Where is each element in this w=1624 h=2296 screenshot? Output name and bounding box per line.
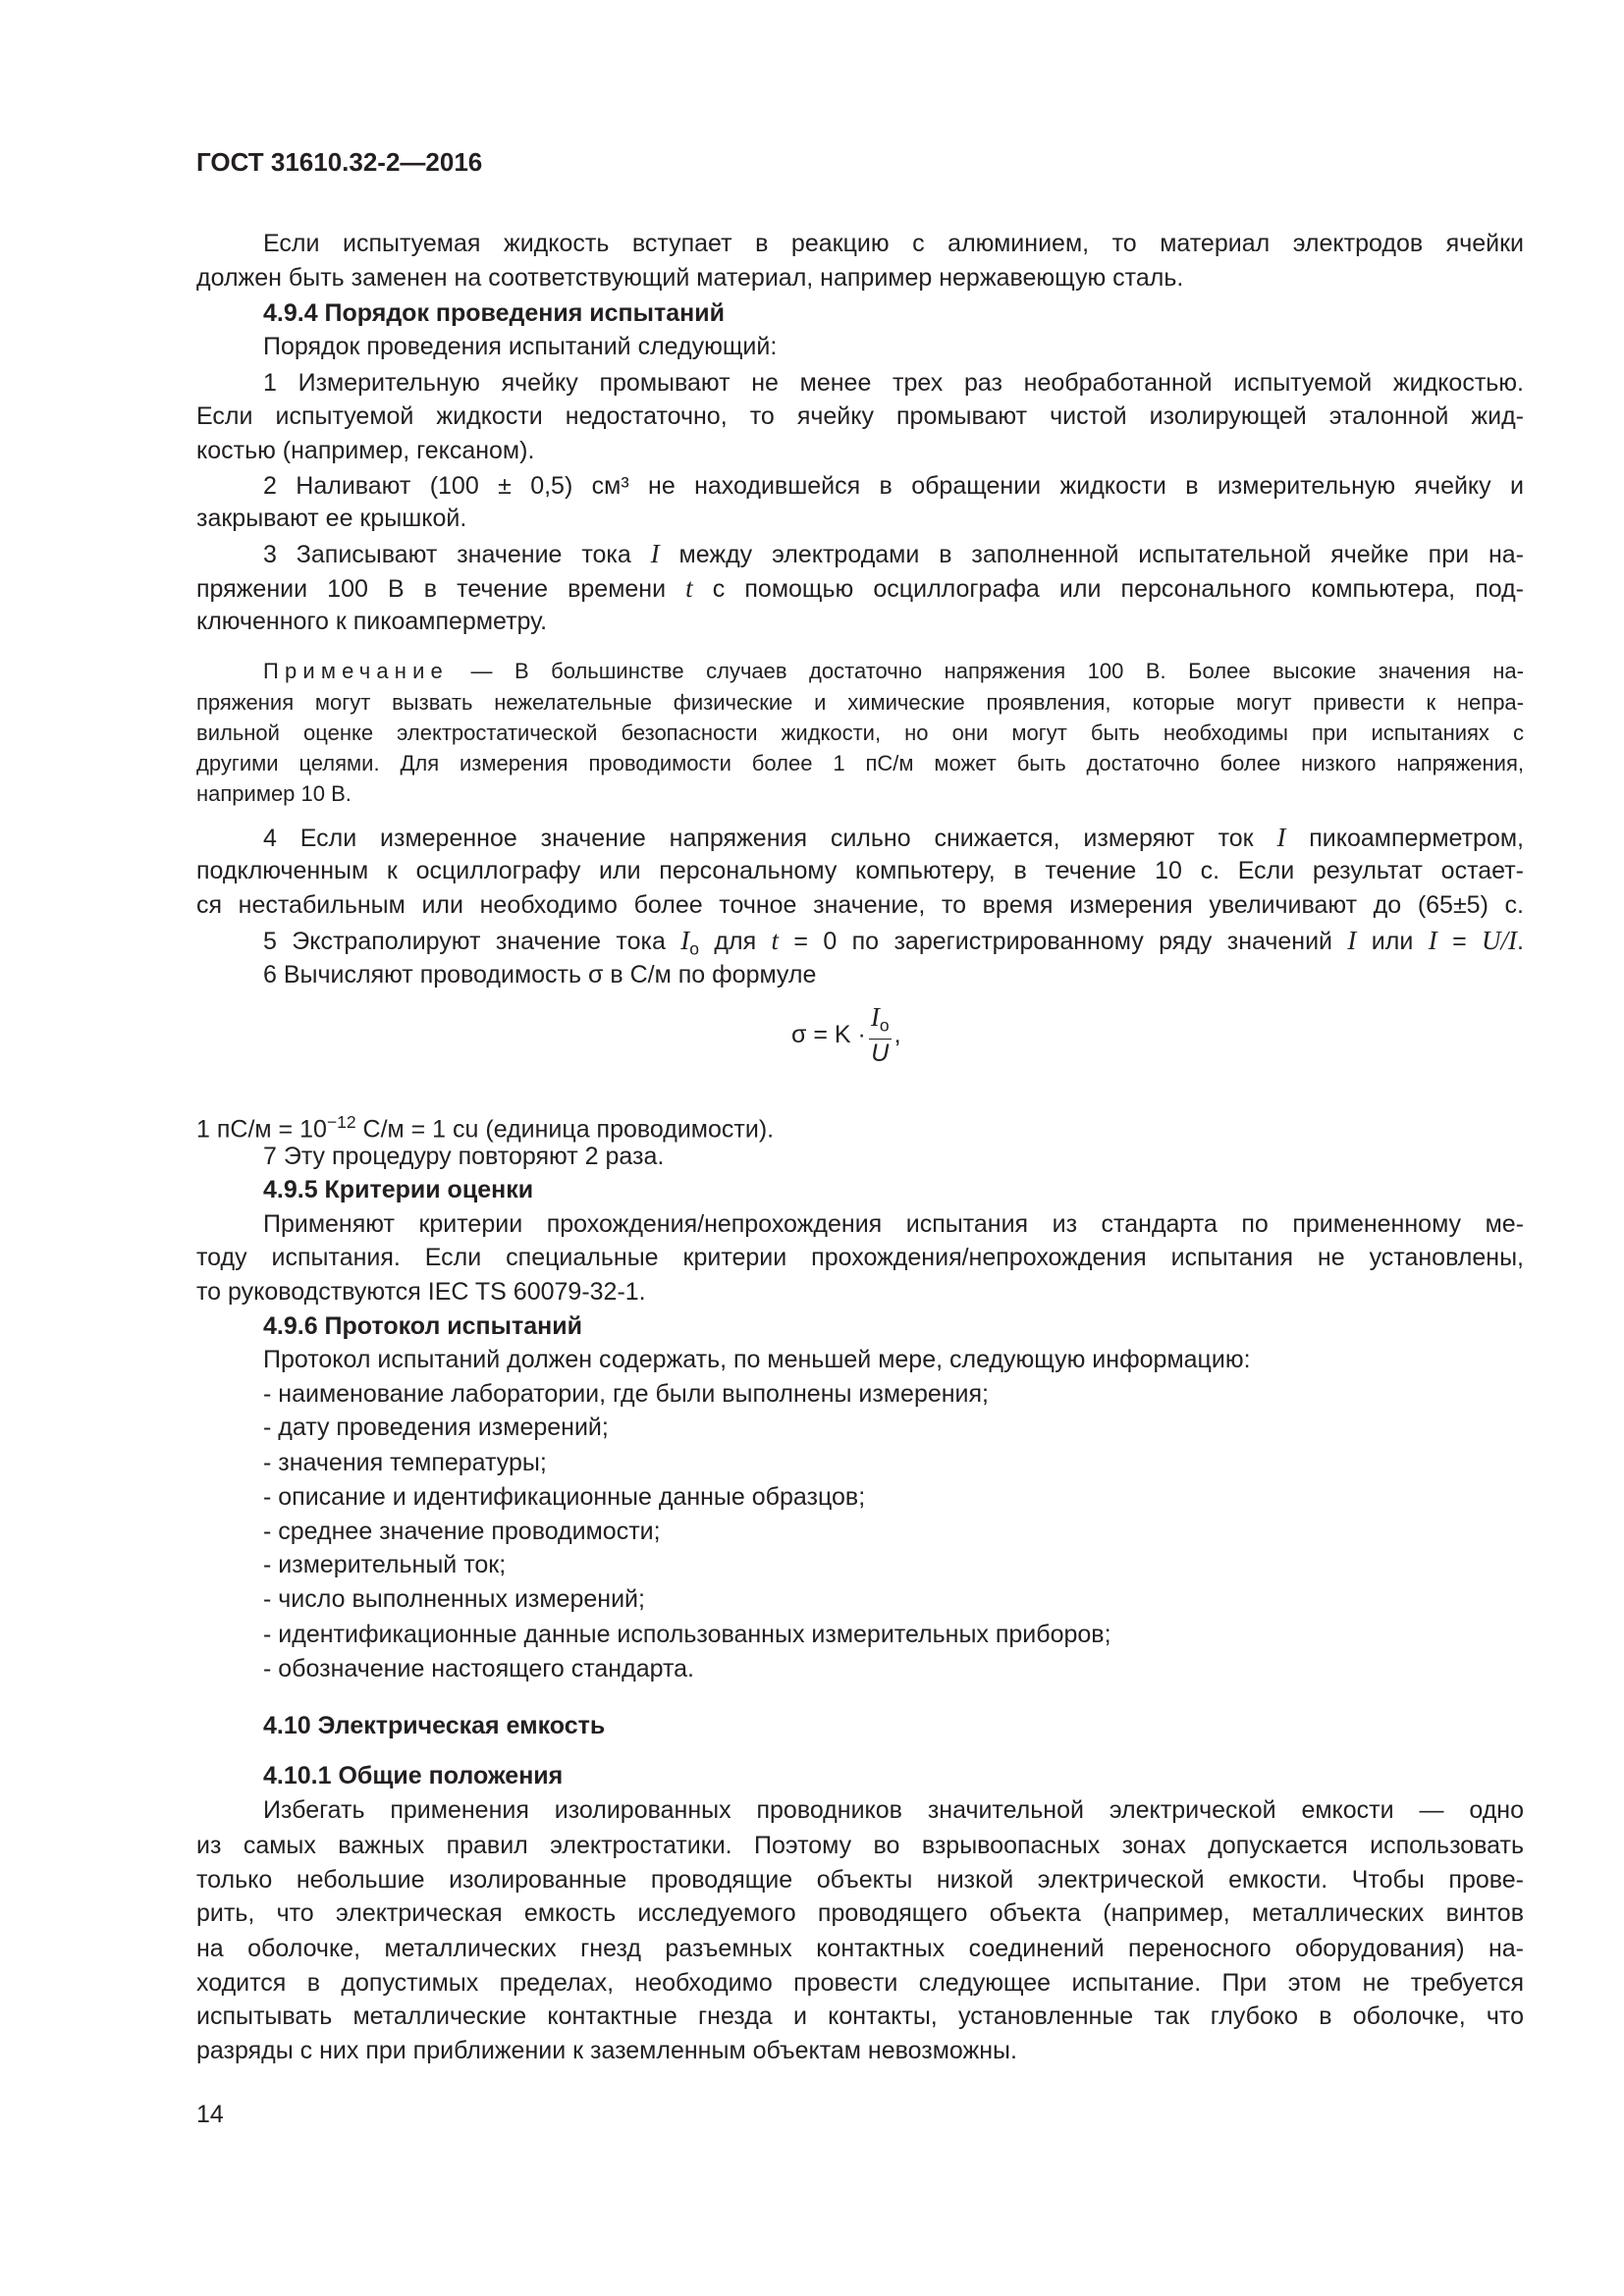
subscript: о bbox=[689, 938, 700, 959]
list-item: - число выполненных измерений; bbox=[263, 1585, 645, 1613]
text-line: подключенным к осциллографу или персональному компьютеру, в течение 10 с. Если результат остает- bbox=[196, 857, 1524, 884]
text-segment: между электродами в заполненной испытательной ячейке при на- bbox=[659, 541, 1524, 568]
text-line: тоду испытания. Если специальные критерии прохождения/непрохождения испытания не установлены, bbox=[196, 1244, 1524, 1271]
list-item: - дату проведения измерений; bbox=[263, 1414, 609, 1441]
math-symbol: t bbox=[685, 573, 693, 603]
text-line bbox=[196, 571, 1524, 605]
text-segment: с помощью осциллографа или персонального компьютера, под- bbox=[692, 575, 1525, 603]
note-line: другими целями. Для измерения проводимости более 1 пС/м может быть достаточно более низкого напряжения, bbox=[196, 751, 1524, 775]
text-line: Применяют критерии прохождения/непрохождения испытания из стандарта по примененному ме- bbox=[263, 1210, 1524, 1238]
superscript: −12 bbox=[326, 1112, 356, 1132]
math-symbol: t bbox=[771, 926, 779, 955]
list-item: - описание и идентификационные данные образцов; bbox=[263, 1483, 866, 1511]
list-item: - значения температуры; bbox=[263, 1449, 547, 1476]
text-line: разряды с них при приближении к заземленным объектам невозможны. bbox=[196, 2037, 1017, 2064]
text-line: Протокол испытаний должен содержать, по меньшей мере, следующую информацию: bbox=[263, 1346, 1251, 1373]
text-line bbox=[263, 537, 1524, 570]
text-line: то руководствуются IEC TS 60079-32-1. bbox=[196, 1278, 646, 1306]
list-item: - наименование лаборатории, где были выполнены измерения; bbox=[263, 1380, 990, 1408]
conductivity-formula bbox=[791, 1003, 901, 1067]
text-segment: = bbox=[1436, 928, 1483, 955]
note-line: вильной оценке электростатической безопасности жидкости, но они могут быть необходимы при испытаниях с bbox=[196, 721, 1524, 745]
list-item: - обозначение настоящего стандарта. bbox=[263, 1655, 694, 1682]
math-symbol: U/I bbox=[1482, 926, 1518, 955]
formula-denominator: U bbox=[871, 1040, 890, 1068]
text-line: 7 Эту процедуру повторяют 2 раза. bbox=[263, 1143, 665, 1170]
text-line: на оболочке, металлических гнезд разъемных контактных соединений переносного оборудования) на- bbox=[196, 1935, 1524, 1962]
text-line: Порядок проведения испытаний следующий: bbox=[263, 333, 778, 360]
text-line: ключенного к пикоамперметру. bbox=[196, 608, 548, 635]
page-number: 14 bbox=[196, 2101, 224, 2128]
text-segment: — В большинстве случаев достаточно напряжения 100 В. Более высокие значения на- bbox=[448, 659, 1524, 683]
text-line: Если испытуемая жидкость вступает в реакцию с алюминием, то материал электродов ячейки bbox=[263, 230, 1524, 257]
text-line: 1 Измерительную ячейку промывают не менее трех раз необработанной испытуемой жидкостью. bbox=[263, 369, 1524, 397]
text-line: закрывают ее крышкой. bbox=[196, 505, 467, 532]
text-segment: 1 пС/м = 10 bbox=[196, 1115, 327, 1144]
note-line: пряжения могут вызвать нежелательные физические и химические проявления, которые могут привести к непра- bbox=[196, 690, 1524, 715]
text-segment: или bbox=[1356, 928, 1429, 955]
section-heading: 4.9.4 Порядок проведения испытаний bbox=[263, 299, 725, 327]
math-symbol: I bbox=[680, 926, 690, 955]
text-line: 2 Наливают (100 ± 0,5) см³ не находившейся в обращении жидкости в измерительную ячейку и bbox=[263, 472, 1524, 500]
text-line: ходится в допустимых пределах, необходимо провести следующее испытание. При этом не требуется bbox=[196, 1969, 1524, 1997]
text-segment: 4 Если измеренное значение напряжения сильно снижается, измеряют ток bbox=[263, 825, 1277, 852]
note-label: Примечание bbox=[263, 659, 449, 683]
text-segment: пряжении 100 В в течение времени bbox=[196, 575, 686, 603]
text-segment: С/м = 1 cu (единица проводимости). bbox=[355, 1115, 775, 1144]
section-heading: 4.9.5 Критерии оценки bbox=[263, 1176, 534, 1203]
list-item: - измерительный ток; bbox=[263, 1551, 507, 1578]
section-heading: 4.9.6 Протокол испытаний bbox=[263, 1312, 582, 1340]
text-line: Если испытуемой жидкости недостаточно, то ячейку промывают чистой изолирующей эталонной жид- bbox=[196, 402, 1524, 430]
text-line bbox=[263, 924, 1524, 957]
section-heading: 4.10.1 Общие положения bbox=[263, 1762, 564, 1789]
text-line: Избегать применения изолированных проводников значительной электрической емкости — одно bbox=[263, 1796, 1524, 1824]
math-symbol: I bbox=[1276, 823, 1286, 852]
note-line: например 10 В. bbox=[196, 781, 352, 806]
text-line: костью (например, гексаном). bbox=[196, 437, 535, 464]
formula-trail: , bbox=[893, 1021, 901, 1049]
text-line: должен быть заменен на соответствующий материал, например нержавеющую сталь. bbox=[196, 264, 1184, 292]
formula-lhs: σ = K · bbox=[791, 1021, 866, 1049]
text-segment: 5 Экстраполируют значение тока bbox=[263, 928, 681, 955]
math-symbol: I bbox=[1347, 926, 1357, 955]
note-line bbox=[263, 657, 1524, 686]
document-header: ГОСТ 31610.32-2—2016 bbox=[196, 147, 483, 177]
section-heading: 4.10 Электрическая емкость bbox=[263, 1712, 606, 1739]
text-line: ся нестабильным или необходимо более точное значение, то время измерения увеличивают до (65±5) с. bbox=[196, 891, 1524, 919]
text-line: из самых важных правил электростатики. Поэтому во взрывоопасных зонах допускается использовать bbox=[196, 1832, 1524, 1859]
formula-numerator: I bbox=[870, 1002, 880, 1032]
math-symbol: I bbox=[650, 539, 660, 568]
text-segment: 3 Записывают значение тока bbox=[263, 541, 651, 568]
text-line bbox=[263, 821, 1524, 854]
text-segment: пикоамперметром, bbox=[1285, 825, 1524, 852]
text-line: испытывать металлические контактные гнезда и контакты, установленные так глубоко в оболочке, что bbox=[196, 2002, 1524, 2030]
text-line bbox=[196, 1105, 1524, 1144]
list-item: - среднее значение проводимости; bbox=[263, 1518, 661, 1545]
list-item: - идентификационные данные использованных измерительных приборов; bbox=[263, 1621, 1111, 1648]
formula-fraction bbox=[869, 1003, 892, 1067]
text-segment: для bbox=[699, 928, 772, 955]
math-symbol: I bbox=[1428, 926, 1437, 955]
text-segment: . bbox=[1517, 928, 1524, 955]
text-line: 6 Вычисляют проводимость σ в С/м по формуле bbox=[263, 961, 817, 988]
text-line: только небольшие изолированные проводящие объекты низкой электрической емкости. Чтобы прове- bbox=[196, 1866, 1524, 1894]
formula-numerator-subscript: о bbox=[879, 1015, 890, 1036]
text-segment: = 0 по зарегистрированному ряду значений bbox=[779, 928, 1348, 955]
text-line: рить, что электрическая емкость исследуемого проводящего объекта (например, металлических винтов bbox=[196, 1899, 1524, 1927]
